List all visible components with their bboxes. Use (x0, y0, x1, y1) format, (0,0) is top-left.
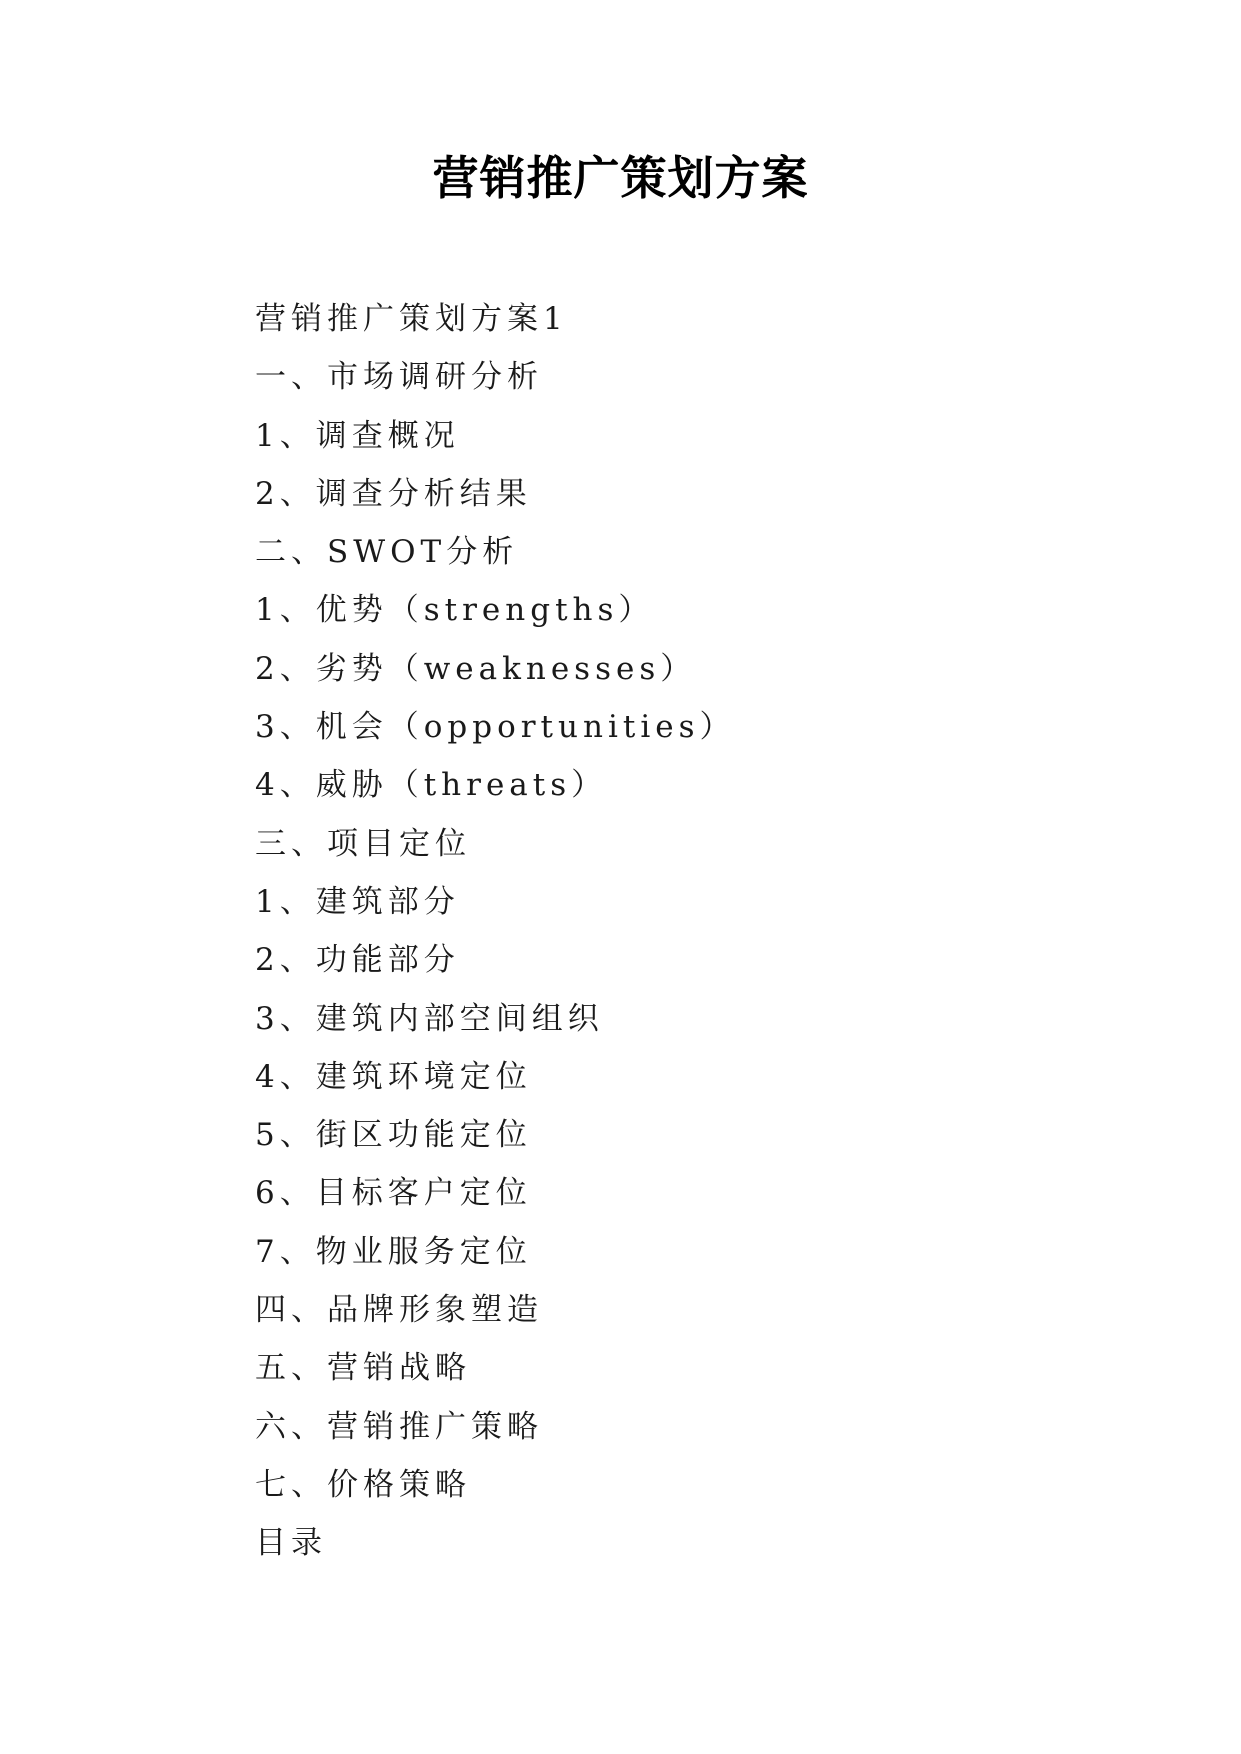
outline-line: 七、价格策略 (255, 1466, 471, 1503)
outline-line: 4、威胁（threats） (255, 767, 608, 804)
document-title: 营销推广策划方案 (432, 151, 809, 205)
outline-line: 二、SWOT分析 (255, 534, 519, 571)
outline-line: 六、营销推广策略 (255, 1408, 543, 1445)
outline-line: 5、街区功能定位 (255, 1117, 532, 1154)
outline-line: 6、目标客户定位 (255, 1175, 532, 1212)
outline-line: 四、品牌形象塑造 (255, 1292, 543, 1329)
outline-line: 2、功能部分 (255, 942, 460, 979)
outline-list (255, 290, 1115, 1573)
outline-line: 3、机会（opportunities） (255, 709, 736, 746)
outline-line: 3、建筑内部空间组织 (255, 1000, 604, 1037)
outline-line: 1、调查概况 (255, 417, 460, 454)
outline-line: 三、项目定位 (255, 825, 471, 862)
outline-line: 2、劣势（weaknesses） (255, 650, 697, 687)
outline-line: 营销推广策划方案1 (255, 301, 568, 337)
outline-line: 2、调查分析结果 (255, 475, 532, 512)
outline-line: 4、建筑环境定位 (255, 1058, 532, 1095)
outline-line: 目录 (255, 1525, 327, 1562)
outline-line: 7、物业服务定位 (255, 1233, 532, 1270)
outline-line: 一、市场调研分析 (255, 359, 543, 396)
outline-line: 五、营销战略 (255, 1350, 471, 1387)
outline-line: 1、优势（strengths） (255, 592, 655, 629)
outline-line: 1、建筑部分 (255, 883, 460, 920)
